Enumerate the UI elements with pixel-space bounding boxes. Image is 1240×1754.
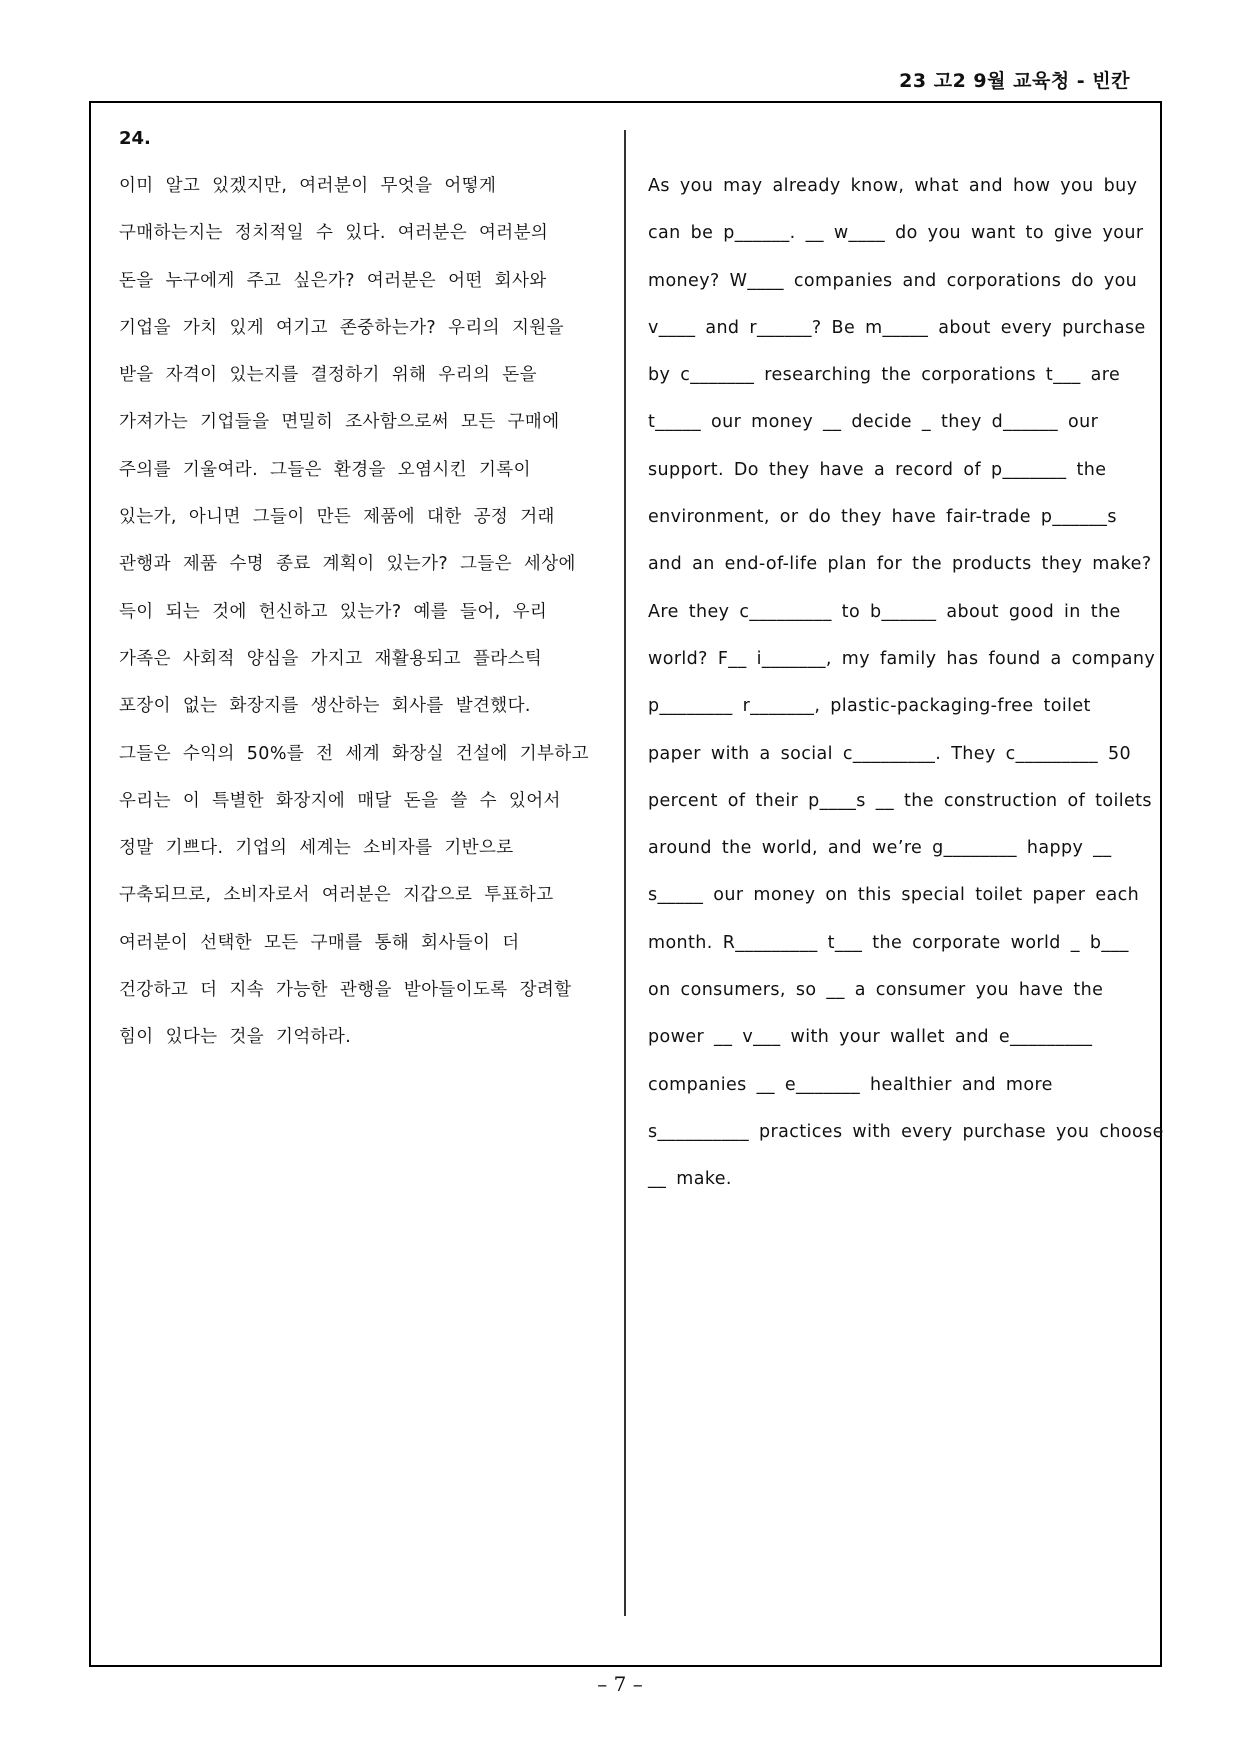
korean-text-line: 득이 되는 것에 헌신하고 있는가? 예를 들어, 우리 — [119, 601, 548, 622]
korean-text-line: 이미 알고 있겠지만, 여러분이 무엇을 어떻게 — [119, 176, 497, 196]
english-text-line: __ make. — [648, 1169, 732, 1190]
korean-text-line: 정말 기쁘다. 기업의 세계는 소비자를 기반으로 — [119, 838, 514, 859]
english-text-line: around the world, and we’re g________ happy __ — [648, 838, 1112, 859]
korean-text-line: 가져가는 기업들을 면밀히 조사함으로써 모든 구매에 — [119, 412, 560, 433]
english-text-line: power __ v___ with your wallet and e_________ — [648, 1027, 1093, 1048]
english-blank-passage-column — [648, 166, 1164, 1207]
korean-text-line: 받을 자격이 있는지를 결정하기 위해 우리의 돈을 — [119, 365, 537, 386]
korean-text-line: 있는가, 아니면 그들이 만든 제품에 대한 공정 거래 — [119, 507, 555, 528]
korean-text-line: 힘이 있다는 것을 기억하라. — [119, 1027, 352, 1048]
english-text-line: As you may already know, what and how you buy — [648, 176, 1138, 196]
english-text-line: by c_______ researching the corporations t___ are — [648, 365, 1121, 386]
english-text-line: money? W____ companies and corporations do you — [648, 270, 1138, 291]
korean-text-line: 돈을 누구에게 주고 싶은가? 여러분은 어떤 회사와 — [119, 270, 547, 291]
korean-text-line: 기업을 가치 있게 여기고 존중하는가? 우리의 지원을 — [119, 317, 564, 338]
english-text-line: v____ and r______? Be m_____ about every purchase — [648, 317, 1146, 338]
korean-text-line: 가족은 사회적 양심을 가지고 재활용되고 플라스틱 — [119, 648, 543, 669]
english-text-line: environment, or do they have fair-trade p______s — [648, 507, 1117, 528]
page-number: – 7 – — [597, 1672, 643, 1696]
english-text-line: s__________ practices with every purchase you choose — [648, 1121, 1164, 1142]
korean-text-line: 관행과 제품 수명 종료 계획이 있는가? 그들은 세상에 — [119, 554, 576, 575]
korean-text-line: 구매하는지는 정치적일 수 있다. 여러분은 여러분의 — [119, 223, 549, 244]
korean-text-line: 구축되므로, 소비자로서 여러분은 지갑으로 투표하고 — [119, 885, 554, 906]
document-header-title: 23 고2 9월 교육청 - 빈칸 — [899, 70, 1130, 92]
question-number: 24. — [119, 128, 151, 149]
column-divider — [624, 130, 626, 1616]
english-text-line: t_____ our money __ decide _ they d______ our — [648, 412, 1099, 433]
korean-text-line: 주의를 기울여라. 그들은 환경을 오염시킨 기록이 — [119, 459, 531, 480]
english-text-line: on consumers, so __ a consumer you have the — [648, 980, 1104, 1001]
korean-text-line: 여러분이 선택한 모든 구매를 통해 회사들이 더 — [119, 932, 520, 953]
english-text-line: and an end-of-life plan for the products they make? — [648, 554, 1152, 575]
korean-text-line: 우리는 이 특별한 화장지에 매달 돈을 쓸 수 있어서 — [119, 790, 561, 811]
english-text-line: Are they c_________ to b______ about good in the — [648, 601, 1121, 622]
english-text-line: world? F__ i_______, my family has found a company — [648, 648, 1156, 669]
korean-translation-column — [119, 166, 609, 1065]
english-text-line: percent of their p____s __ the construction of toilets — [648, 790, 1152, 811]
korean-text-line: 그들은 수익의 50%를 전 세계 화장실 건설에 기부하고 — [119, 743, 589, 764]
english-text-line: p________ r_______, plastic-packaging-free toilet — [648, 696, 1091, 717]
english-text-line: can be p______. __ w____ do you want to give your — [648, 223, 1144, 244]
english-text-line: support. Do they have a record of p_______ the — [648, 459, 1107, 480]
english-text-line: paper with a social c_________. They c_________ 50 — [648, 743, 1132, 764]
english-text-line: companies __ e_______ healthier and more — [648, 1074, 1053, 1095]
english-text-line: s_____ our money on this special toilet paper each — [648, 885, 1140, 906]
korean-text-line: 포장이 없는 화장지를 생산하는 회사를 발견했다. — [119, 696, 531, 717]
korean-text-line: 건강하고 더 지속 가능한 관행을 받아들이도록 장려할 — [119, 980, 572, 1001]
english-text-line: month. R_________ t___ the corporate world _ b___ — [648, 932, 1129, 953]
